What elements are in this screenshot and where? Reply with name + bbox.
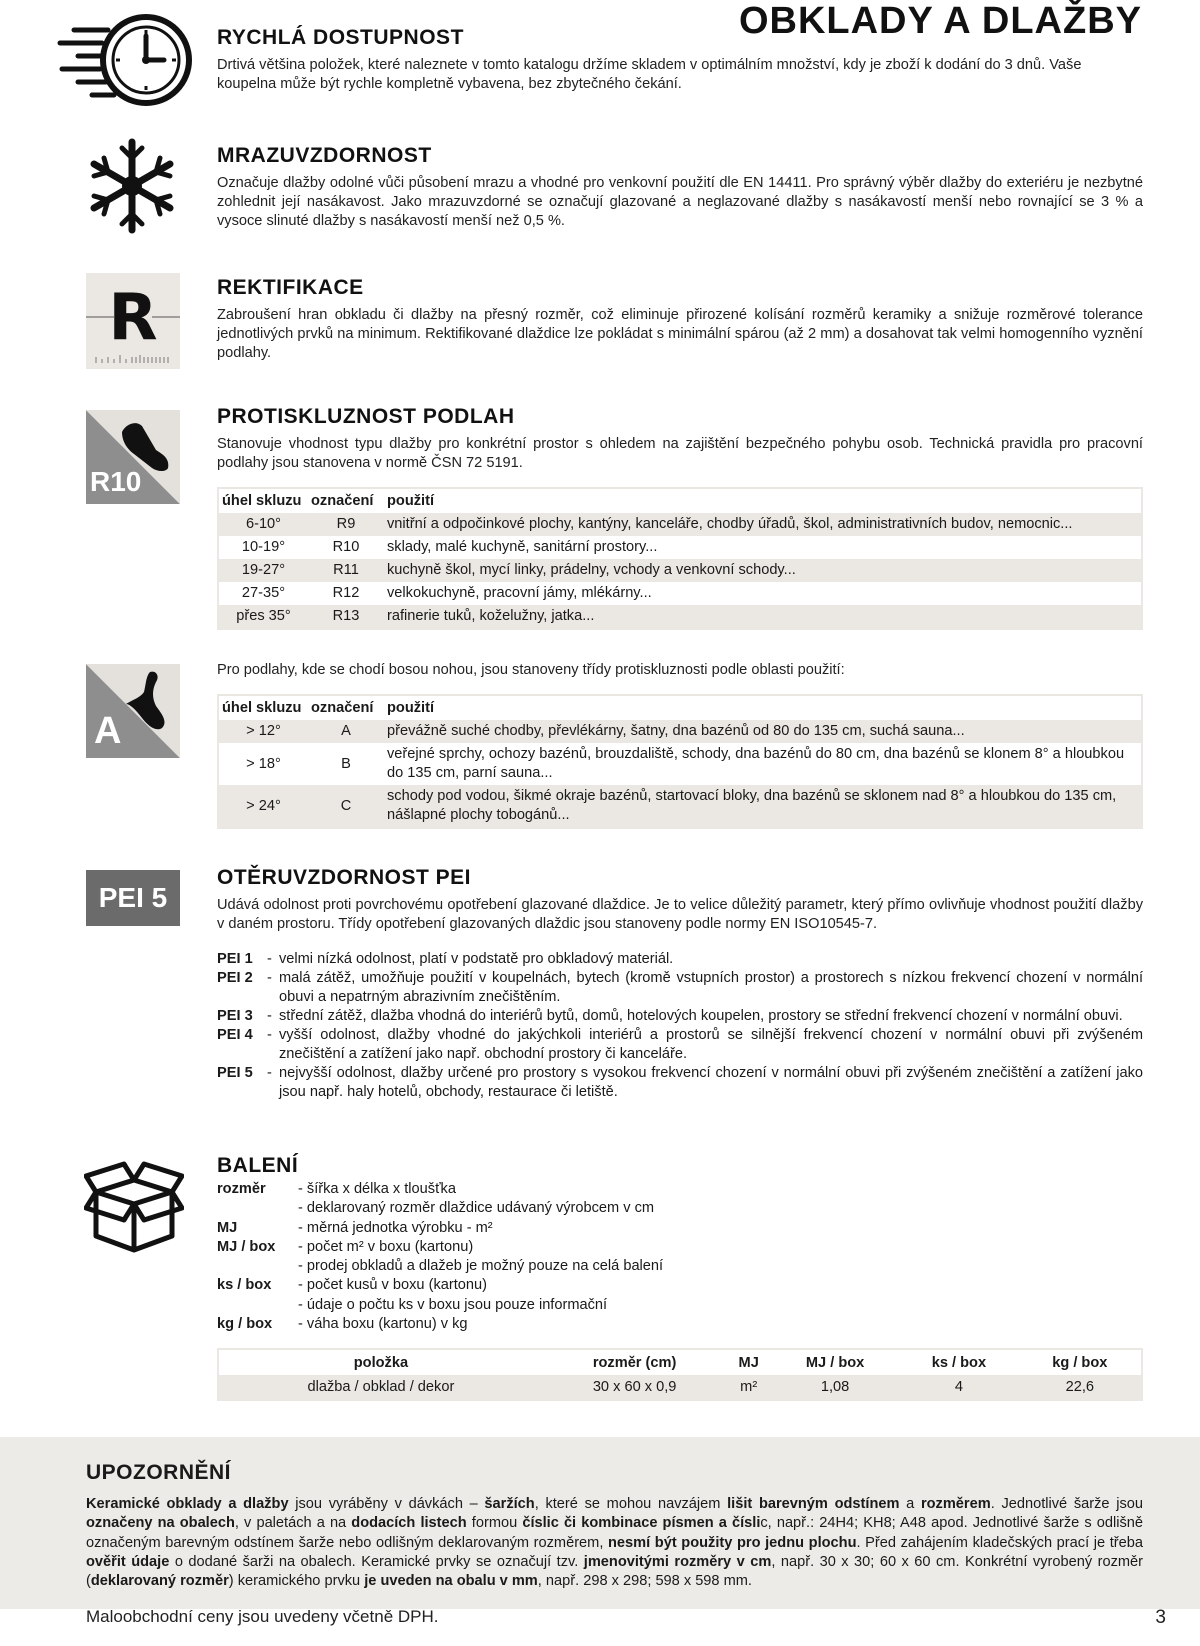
table-cell: m² xyxy=(726,1375,771,1400)
table-row xyxy=(218,785,1142,828)
packaging-key: ks / box xyxy=(217,1277,272,1294)
list-item xyxy=(217,1180,1143,1199)
notice-run: , např. 30 x 30; 60 x 60 cm. Konkrétní vyrobený rozměr ( xyxy=(86,1553,1144,1590)
packaging-desc: - šířka x délka x tloušťka xyxy=(298,1181,456,1197)
antislip-heading: PROTISKLUZNOST PODLAH xyxy=(217,405,515,428)
list-item: PEI 2 - malá zátěž, umožňuje použití v koupelnách, bytech (kromě vstupních prostor) a prostorech s nízkou frekvencí chození v normální obuvi a nepatrným abrazivním znečištěním. xyxy=(217,970,1143,1005)
notice-run: . Jednotlivé šarže jsou xyxy=(990,1496,1143,1512)
pei-desc: vyšší odolnost, dlažby vhodné do jakýchkoli interiérů a prostorů se silnější frekvencí chození v normální obuvi při zvýšeném znečištění a zatížení jako např. obchodní prostory či kanceláře. xyxy=(279,1027,1143,1062)
packaging-desc: - počet kusů v boxu (kartonu) xyxy=(298,1277,487,1294)
packaging-key: rozměr xyxy=(217,1181,266,1197)
table-header-row xyxy=(218,695,1142,720)
notice-run: formou xyxy=(466,1515,523,1532)
code-cell: A xyxy=(308,720,384,743)
notice-emphasis: jmenovitými rozměry v cm xyxy=(583,1553,772,1570)
snowflake-icon xyxy=(84,138,180,234)
notice-run: , např. 298 x 298; 598 x 598 mm. xyxy=(537,1573,752,1590)
pei-key: PEI 4 xyxy=(217,1027,253,1043)
notice-heading: UPOZORNĚNÍ xyxy=(86,1461,232,1484)
pei-badge-label: PEI 5 xyxy=(98,882,168,913)
column-header: použití xyxy=(384,488,1142,513)
column-header: ks / box xyxy=(931,1354,987,1371)
list-item xyxy=(217,1199,1143,1218)
table-cell: 30 x 60 x 0,9 xyxy=(543,1375,727,1400)
notice-emphasis: Keramické obklady a dlažby xyxy=(86,1496,289,1512)
notice-emphasis: je uveden na obalu v mm xyxy=(364,1573,538,1590)
pei-heading: OTĚRUVZDORNOST PEI xyxy=(217,866,472,889)
use-cell: velkokuchyně, pracovní jámy, mlékárny... xyxy=(384,582,1142,605)
notice-run: jsou vyráběny v dávkách – xyxy=(288,1496,485,1512)
notice-run: . Před zahájením kladečských prací je třeba xyxy=(856,1534,1143,1551)
use-cell: sklady, malé kuchyně, sanitární prostory... xyxy=(384,536,1142,559)
code-cell: R11 xyxy=(308,559,384,582)
barefoot-table xyxy=(217,694,1143,829)
rectified-letter: R xyxy=(108,281,158,355)
pei-key: PEI 1 xyxy=(217,951,253,967)
angle-cell: > 24° xyxy=(218,785,308,828)
list-item: PEI 1 - velmi nízká odolnost, platí v podstatě pro obkladový materiál. xyxy=(217,950,1143,969)
notice-emphasis: rozměrem xyxy=(920,1496,991,1512)
section-barefoot xyxy=(217,661,1143,829)
packaging-key: MJ / box xyxy=(217,1238,276,1255)
pei-badge-icon xyxy=(86,870,180,926)
table-row xyxy=(218,743,1142,785)
angle-cell: přes 35° xyxy=(218,605,308,629)
table-header-row xyxy=(218,1349,1142,1375)
packaging-desc: - údaje o počtu ks v boxu jsou pouze informační xyxy=(298,1296,608,1313)
table-header-row xyxy=(218,488,1142,513)
page-title: OBKLADY A DLAŽBY xyxy=(738,0,1142,42)
packaging-list xyxy=(217,1180,1143,1334)
list-item xyxy=(217,1238,1143,1257)
angle-cell: 10-19° xyxy=(218,536,308,559)
frost-heading: MRAZUVZDORNOST xyxy=(217,144,432,167)
column-header: kg / box xyxy=(1052,1354,1108,1371)
notice-run: ) keramického prvku xyxy=(228,1573,365,1590)
availability-heading: RYCHLÁ DOSTUPNOST xyxy=(217,26,464,49)
notice-box xyxy=(0,1437,1200,1609)
pei-list xyxy=(217,950,1143,1102)
packaging-key xyxy=(217,1296,298,1315)
column-header: MJ xyxy=(738,1354,759,1371)
list-item xyxy=(217,1276,1143,1295)
section-packaging xyxy=(217,1154,1143,1401)
packaging-key xyxy=(217,1199,298,1218)
column-header: úhel skluzu xyxy=(218,695,308,720)
use-cell: kuchyně škol, mycí linky, prádelny, vchody a venkovní schody... xyxy=(384,559,1142,582)
notice-emphasis: nesmí být použity pro jednu plochu xyxy=(608,1534,857,1551)
column-header: MJ / box xyxy=(805,1354,865,1371)
column-header: rozměr (cm) xyxy=(592,1354,677,1371)
use-cell: rafinerie tuků, koželužny, jatka... xyxy=(384,605,1142,629)
list-item: PEI 5 - nejvyšší odolnost, dlažby určené pro prostory s vysokou frekvencí chození v normální obuvi při zvýšeném znečištění a zatížení jako jsou např. haly hotelů, obchody, restaurace či letiště. xyxy=(217,1065,1143,1100)
packaging-key: MJ xyxy=(217,1219,238,1236)
angle-cell: > 18° xyxy=(218,743,308,785)
use-cell: převážně suché chodby, převlékárny, šatny, dna bazénů od 80 do 135 cm, suchá sauna... xyxy=(384,720,1142,743)
section-antislip xyxy=(217,405,1143,630)
column-header: úhel skluzu xyxy=(218,488,308,513)
antislip-label: R10 xyxy=(90,466,142,497)
rectified-text: Zabroušení hran obkladu či dlažby na přesný rozměr, což eliminuje přirozené kolísání rozměrů keramiky a snižuje rozměrové tolerance jednotlivých prvků na minimum. Rektifikované dlaždice lze pokládat s minimální spárou (až 2 mm) a dosahovat tak velmi homogenního vyznění podlahy. xyxy=(217,307,1143,361)
bare-foot-slope-icon xyxy=(86,664,180,758)
list-item: PEI 4 - vyšší odolnost, dlažby vhodné do jakýchkoli interiérů a prostorů se silnější frekvencí chození v normální obuvi při zvýšeném znečištění a zatížení jako např. obchodní prostory či kanceláře. xyxy=(217,1027,1143,1062)
packaging-desc: - počet m² v boxu (kartonu) xyxy=(298,1238,474,1255)
pei-desc: malá zátěž, umožňuje použití v koupelnách, bytech (kromě vstupních prostor) a prostorech s nízkou frekvencí chození v normální obuvi a nepatrným abrazivním znečištěním. xyxy=(279,970,1143,1005)
list-item xyxy=(217,1296,1143,1315)
packaging-heading: BALENÍ xyxy=(217,1154,299,1177)
code-cell: R13 xyxy=(308,605,384,629)
barefoot-label: A xyxy=(94,710,122,752)
antislip-text: Stanovuje vhodnost typu dlažby pro konkrétní prostor s ohledem na zajištění bezpečného pohybu osob. Technická pravidla pro pracovní podlahy jsou stanovena v normě ČSN 72 5191. xyxy=(217,436,1143,471)
clock-speed-icon xyxy=(56,10,192,110)
table-row xyxy=(218,536,1142,559)
table-cell: 1,08 xyxy=(771,1375,899,1400)
section-availability xyxy=(217,26,1143,94)
packaging-desc: - váha boxu (kartonu) v kg xyxy=(298,1316,468,1333)
code-cell: C xyxy=(308,785,384,828)
rectified-r-icon xyxy=(86,273,180,369)
notice-emphasis: šaržích xyxy=(484,1496,535,1512)
list-item: PEI 3 - střední zátěž, dlažba vhodná do interiérů bytů, domů, hotelových koupelen, prostory se střední frekvencí chození v normální obuvi. xyxy=(217,1007,1143,1026)
packaging-key xyxy=(217,1257,298,1276)
barefoot-text: Pro podlahy, kde se chodí bosou nohou, jsou stanoveny třídy protiskluznosti podle oblasti použití: xyxy=(217,662,845,678)
table-row xyxy=(218,559,1142,582)
notice-emphasis: číslic či kombinace písmen a čísli xyxy=(522,1515,761,1532)
column-header: položka xyxy=(353,1354,409,1371)
notice-run: o dodané šarži na obalech. Keramické prvky se označují tzv. xyxy=(169,1553,584,1570)
table-row xyxy=(218,720,1142,743)
packaging-desc: - měrná jednotka výrobku - m² xyxy=(298,1219,493,1236)
box-icon xyxy=(84,1158,184,1254)
shoe-slope-icon xyxy=(86,410,180,504)
page-number: 3 xyxy=(1155,1607,1166,1628)
table-cell: dlažba / obklad / dekor xyxy=(218,1375,543,1400)
table-row xyxy=(218,513,1142,536)
list-item xyxy=(217,1257,1143,1276)
notice-run: , které se mohou navzájem xyxy=(534,1496,728,1512)
pei-text: Udává odolnost proti povrchovému opotřebení glazované dlaždice. Je to velice důležitý parametr, který přímo ovlivňuje vhodnost použití dlažby v daném prostoru. Třídy opotřebení glazovaných dlaždic jsou stanoveny podle normy EN ISO10545-7. xyxy=(217,897,1143,932)
notice-emphasis: označeny na obalech xyxy=(86,1515,235,1532)
code-cell: B xyxy=(308,743,384,785)
angle-cell: 19-27° xyxy=(218,559,308,582)
notice-run: c, např.: 24H4; KH8; A48 apod. Jednotlivé šarže s odlišně označeným barevným odstínem šarže nebo odlišným deklarovaným rozměrem, xyxy=(86,1515,1143,1551)
section-rectified xyxy=(217,276,1143,363)
packaging-desc: - deklarovaný rozměr dlaždice udávaný výrobcem v cm xyxy=(298,1200,655,1217)
notice-text xyxy=(86,1495,1143,1591)
angle-cell: 27-35° xyxy=(218,582,308,605)
use-cell: veřejné sprchy, ochozy bazénů, brouzdaliště, schody, dna bazénů do 80 cm, dna bazénů se klonem 8° a hloubkou do 135 cm, parní sauna... xyxy=(384,743,1142,785)
table-row xyxy=(218,1375,1142,1400)
code-cell: R12 xyxy=(308,582,384,605)
packaging-desc: - prodej obkladů a dlažeb je možný pouze na celá balení xyxy=(298,1258,664,1275)
list-item xyxy=(217,1219,1143,1238)
table-row xyxy=(218,582,1142,605)
notice-run: a xyxy=(899,1496,921,1512)
table-row xyxy=(218,605,1142,629)
list-item xyxy=(217,1315,1143,1334)
table-cell: 4 xyxy=(899,1375,1018,1400)
use-cell: vnitřní a odpočinkové plochy, kantýny, kanceláře, chodby úřadů, škol, administrativních budov, nemocnic... xyxy=(384,513,1142,536)
notice-emphasis: dodacích listech xyxy=(351,1515,467,1532)
frost-text: Označuje dlažby odolné vůči působení mrazu a vhodné pro venkovní použití dle EN 14411. Pro správný výběr dlažby do exteriéru je nezbytné zohlednit její nasákavost. Jako mrazuvzdorné se označují glazované a neglazované dlažby s nasákavostí menší nebo rovnající se 3 % a vysoce slinuté dlažby s nasákavostí menší než 0,5 %. xyxy=(217,175,1143,229)
table-cell: 22,6 xyxy=(1019,1375,1142,1400)
footer-note: Maloobchodní ceny jsou uvedeny včetně DPH. xyxy=(86,1607,439,1626)
notice-emphasis: lišit barevným odstínem xyxy=(727,1496,900,1512)
pei-desc: střední zátěž, dlažba vhodná do interiérů bytů, domů, hotelových koupelen, prostory se střední frekvencí chození v normální obuvi. xyxy=(279,1008,1123,1024)
notice-emphasis: deklarovaný rozměr xyxy=(90,1573,229,1590)
use-cell: schody pod vodou, šikmé okraje bazénů, startovací bloky, dna bazénů se sklonem nad 8° a hloubkou do 135 cm, nášlapné plochy tobogánů... xyxy=(384,785,1142,828)
pei-desc: nejvyšší odolnost, dlažby určené pro prostory s vysokou frekvencí chození v normální obuvi při zvýšeném znečištění a zatížení jako jsou např. haly hotelů, obchody, restaurace či letiště. xyxy=(279,1065,1143,1100)
column-header: použití xyxy=(384,695,1142,720)
pei-key: PEI 3 xyxy=(217,1008,253,1024)
column-header: označení xyxy=(308,488,384,513)
pei-desc: velmi nízká odolnost, platí v podstatě pro obkladový materiál. xyxy=(279,951,674,967)
availability-text: Drtivá většina položek, které naleznete v tomto katalogu držíme skladem v optimálním množství, kdy je zboží k dodání do 3 dnů. Vaše koupelna může být rychle kompletně vybavena, bez zbytečného čekání. xyxy=(217,57,1082,92)
antislip-table xyxy=(217,487,1143,630)
section-pei xyxy=(217,866,1143,1102)
notice-run: , v paletách a na xyxy=(234,1515,352,1532)
packaging-table xyxy=(217,1348,1143,1401)
section-frost xyxy=(217,144,1143,231)
packaging-key: kg / box xyxy=(217,1316,273,1333)
angle-cell: 6-10° xyxy=(218,513,308,536)
pei-key: PEI 2 xyxy=(217,970,253,986)
angle-cell: > 12° xyxy=(218,720,308,743)
column-header: označení xyxy=(308,695,384,720)
rectified-heading: REKTIFIKACE xyxy=(217,276,364,299)
notice-emphasis: ověřit údaje xyxy=(86,1553,170,1570)
pei-key: PEI 5 xyxy=(217,1065,253,1081)
code-cell: R10 xyxy=(308,536,384,559)
code-cell: R9 xyxy=(308,513,384,536)
